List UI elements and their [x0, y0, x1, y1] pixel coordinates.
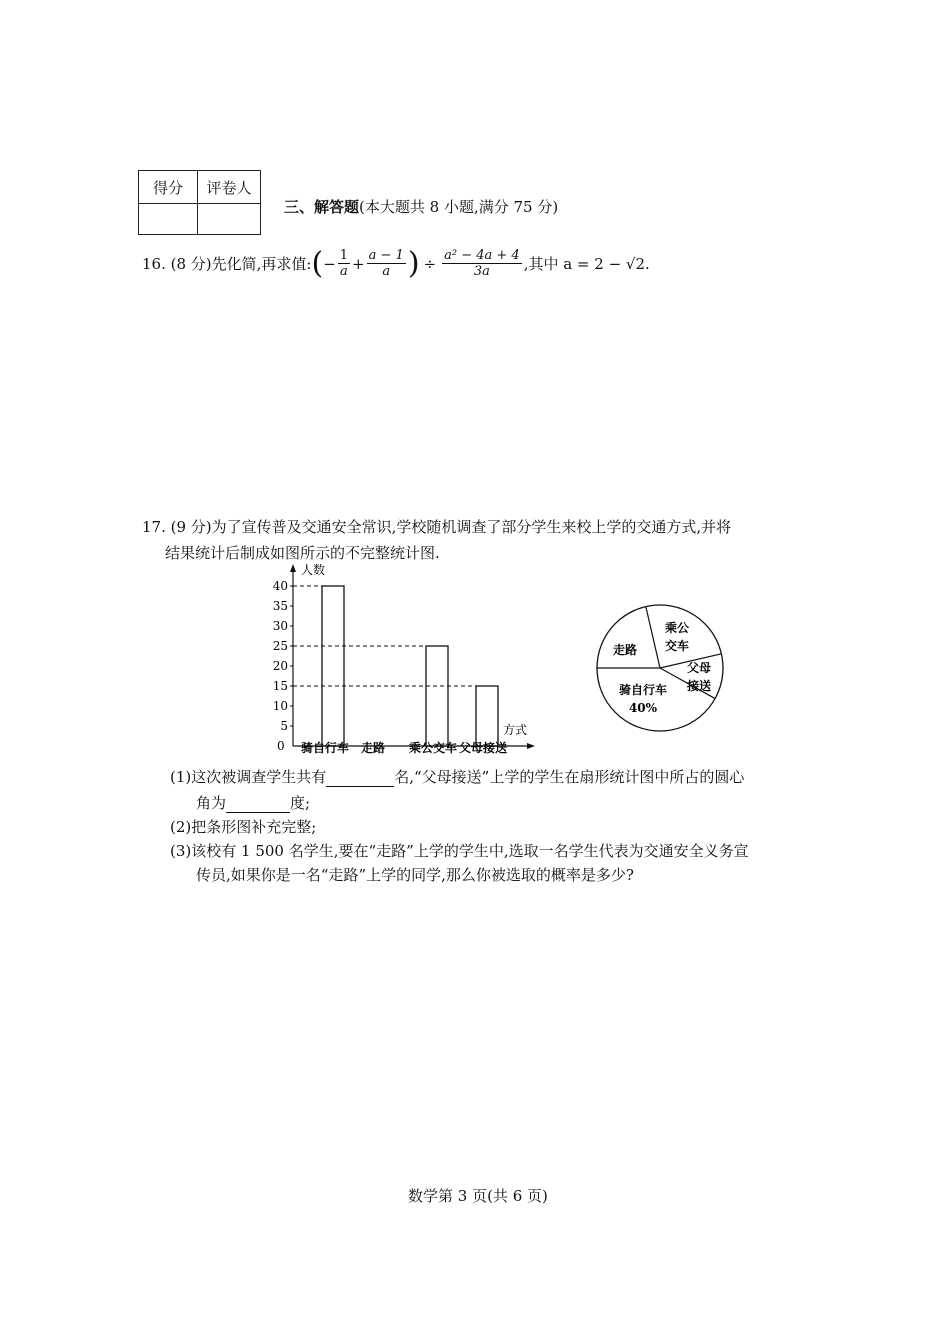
category-label: 走路: [360, 741, 386, 755]
score-header: 得分: [139, 171, 198, 204]
slice-label-bus-1: 乘公: [664, 621, 690, 635]
x-axis-arrow: [527, 743, 535, 749]
y-tick-label: 25: [272, 639, 288, 653]
q17-sub3-line-1: (3)该校有 1 500 名学生,要在“走路”上学的学生中,选取一名学生代表为交通安全义务宣: [170, 842, 749, 860]
bar-chart: [265, 560, 545, 760]
fraction-1-numerator: 1: [339, 248, 349, 263]
slice-label-parents-2: 接送: [686, 679, 712, 693]
slice-label-bus-2: 交车: [664, 639, 690, 653]
fraction-3-numerator: a² − 4a + 4: [444, 248, 520, 263]
section-subtitle: (本大题共 8 小题,满分 75 分): [359, 198, 559, 216]
q17-line-2: 结果统计后制成如图所示的不完整统计图.: [165, 544, 440, 562]
y-tick-label: 5: [280, 719, 288, 733]
q17-sub1-text-d: 度;: [290, 794, 311, 812]
y-axis-arrow: [290, 564, 296, 572]
answer-blank-angle[interactable]: [226, 794, 290, 813]
y-tick-label: 30: [272, 619, 288, 633]
category-label: 父母接送: [458, 741, 508, 755]
y-tick-label: 10: [272, 699, 288, 713]
fraction-2-denominator: a: [382, 264, 391, 279]
pie-divider: [646, 607, 660, 668]
fraction-3: [442, 248, 522, 279]
q17-sub3-line-2: 传员,如果你是一名“走路”上学的同学,那么你被选取的概率是多少?: [196, 866, 634, 884]
fraction-2: [367, 248, 406, 279]
q17-sub1: [170, 766, 744, 787]
y-axis-label: 人数: [301, 563, 326, 577]
plus-sign: +: [352, 254, 365, 273]
category-label: 骑自行车: [300, 741, 350, 755]
q16-prefix: 16. (8 分)先化简,再求值:: [142, 255, 312, 273]
y-tick-label: 20: [272, 659, 288, 673]
bar-4: [476, 686, 498, 746]
divide-sign: ÷: [423, 254, 437, 273]
slice-label-walk: 走路: [612, 643, 638, 657]
q17-line-1: 17. (9 分)为了宣传普及交通安全常识,学校随机调查了部分学生来校上学的交通方式,并将: [142, 518, 732, 536]
x-axis-label: 方式: [503, 723, 528, 737]
bar-1: [322, 586, 344, 746]
bar-3: [426, 646, 448, 746]
y-tick-label: 40: [272, 579, 288, 593]
y-tick-label: 35: [272, 599, 288, 613]
fraction-1: [338, 248, 350, 279]
score-cell[interactable]: [139, 204, 198, 235]
left-paren: (: [311, 246, 324, 281]
slice-label-bike-2: 40%: [628, 701, 658, 715]
q17-sub1-text-b: 名,“父母接送”上学的学生在扇形统计图中所占的圆心: [394, 768, 745, 786]
minus-sign: −: [323, 254, 336, 273]
right-paren: ): [407, 246, 420, 281]
pie-chart: [585, 596, 735, 746]
fraction-2-numerator: a − 1: [368, 248, 404, 263]
slice-label-parents-1: 父母: [686, 661, 712, 675]
origin-label: 0: [277, 739, 285, 753]
fraction-1-denominator: a: [340, 264, 348, 279]
q17-sub2: (2)把条形图补充完整;: [170, 818, 317, 836]
section-title: 三、解答题: [284, 198, 360, 216]
slice-label-bike-1: 骑自行车: [618, 683, 668, 697]
q17-sub1-cont: [196, 792, 310, 813]
page-footer: 数学第 3 页(共 6 页): [408, 1187, 548, 1205]
section-heading: [284, 196, 558, 217]
category-label: 乘公交车: [408, 741, 458, 755]
q17-sub1-text-c: 角为: [196, 794, 227, 812]
q16-suffix: ,其中 a = 2 − √2.: [523, 255, 650, 273]
answer-blank-total[interactable]: [326, 768, 394, 787]
y-tick-label: 15: [272, 679, 288, 693]
grader-cell[interactable]: [198, 204, 261, 235]
score-table: [138, 170, 261, 235]
grader-header: 评卷人: [198, 171, 261, 204]
fraction-3-denominator: 3a: [473, 264, 490, 279]
q17-sub1-text-a: (1)这次被调查学生共有: [170, 768, 327, 786]
question-16: [142, 246, 650, 281]
